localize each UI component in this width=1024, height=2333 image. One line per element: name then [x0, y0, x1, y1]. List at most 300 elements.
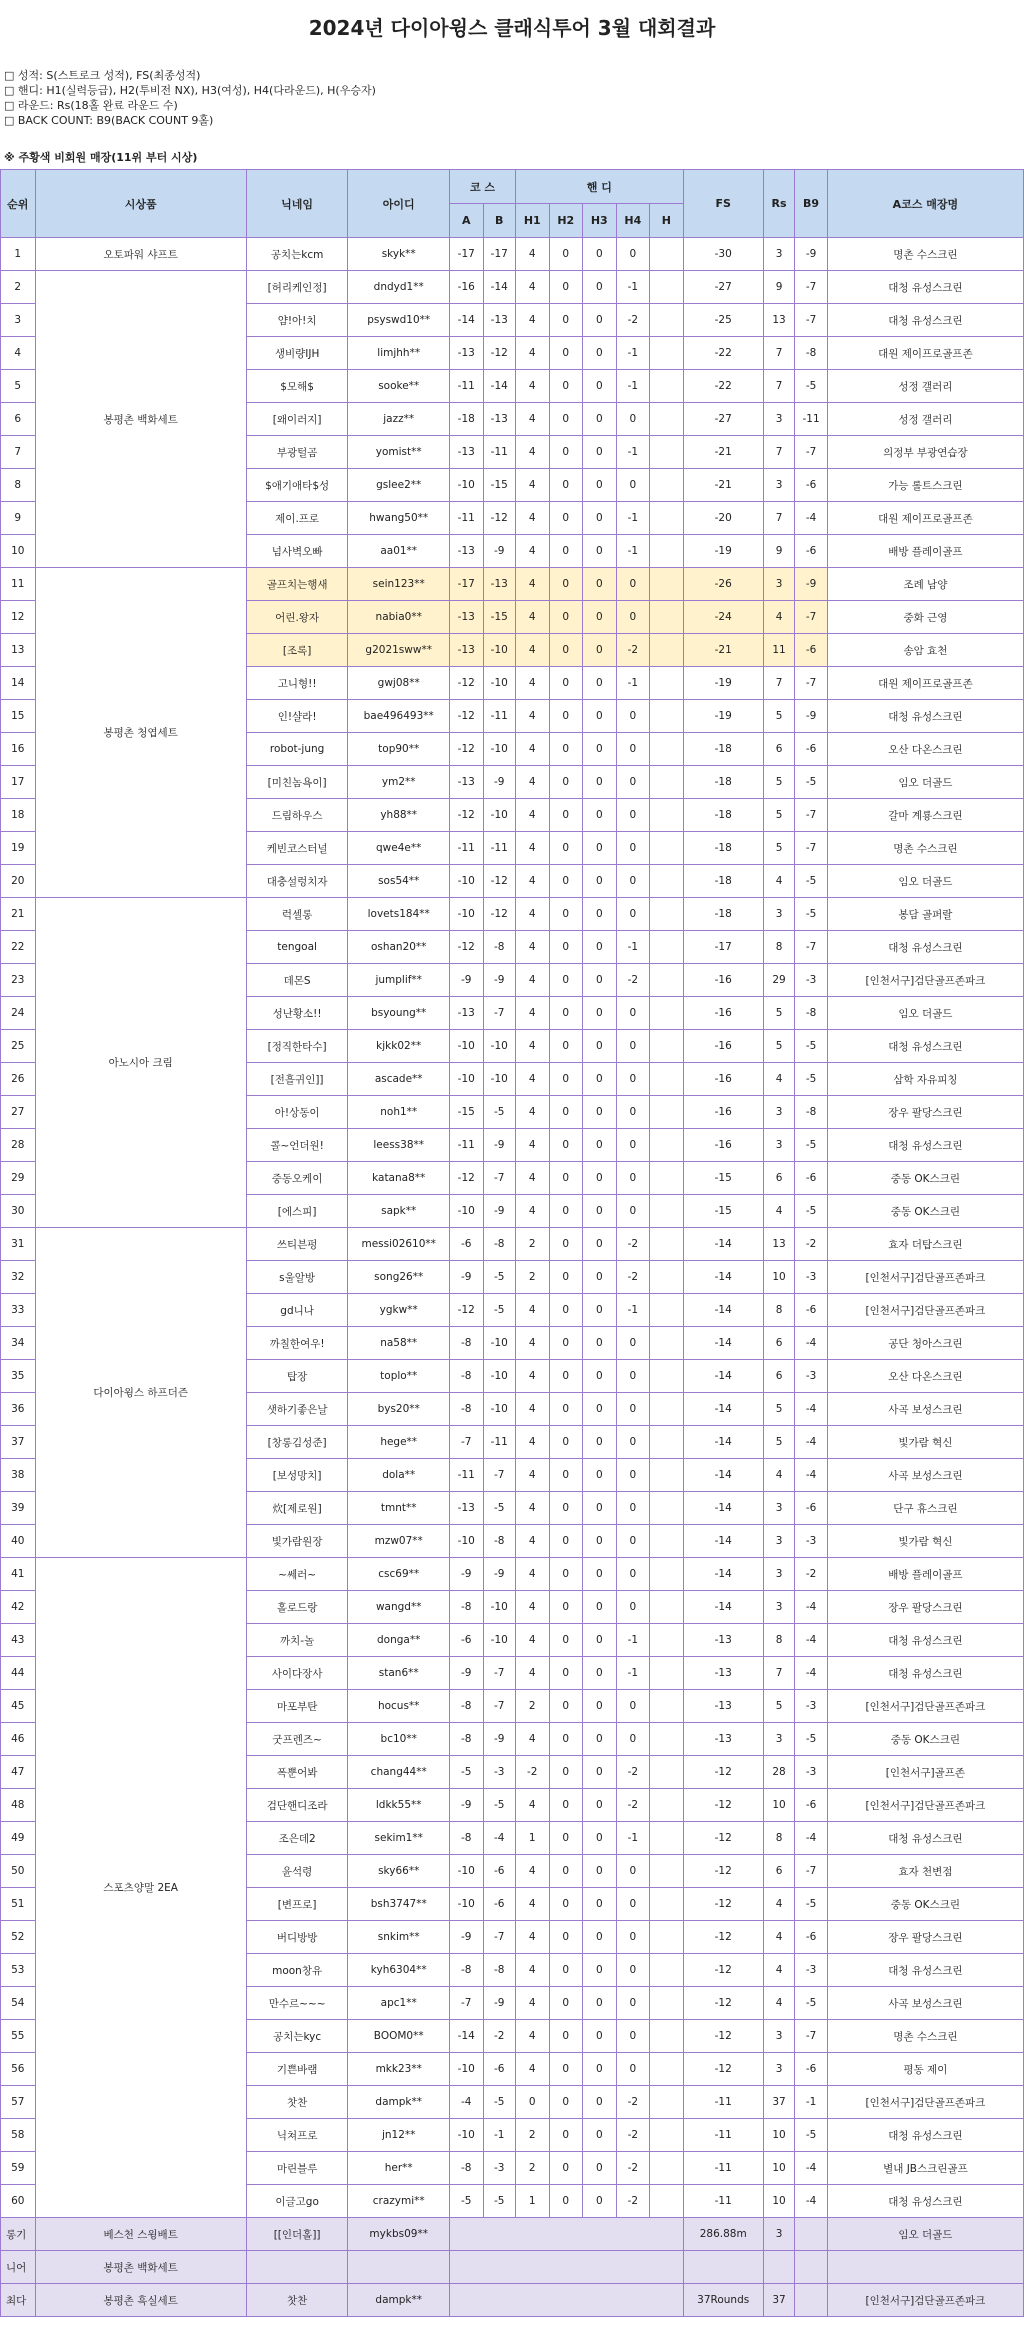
id-cell: dola**: [348, 1459, 450, 1492]
award-fs-cell: 286.88m: [683, 2218, 763, 2251]
nickname-cell: tengoal: [246, 931, 348, 964]
nickname-cell: 케빈코스터널: [246, 832, 348, 865]
h3-cell: 0: [583, 2119, 617, 2152]
rs-cell: 5: [763, 1030, 794, 1063]
store-cell: 대청 유성스크린: [827, 931, 1023, 964]
nickname-cell: 빛가람원장: [246, 1525, 348, 1558]
nickname-cell: 이글고go: [246, 2185, 348, 2218]
a-cell: -10: [449, 2119, 483, 2152]
award-store-cell: [827, 2251, 1023, 2284]
h3-cell: 0: [583, 1492, 617, 1525]
fs-cell: -18: [683, 799, 763, 832]
b9-cell: -5: [795, 1723, 828, 1756]
b9-cell: -6: [795, 2053, 828, 2086]
h-cell: [650, 469, 684, 502]
store-cell: 중화 근영: [827, 601, 1023, 634]
id-cell: bys20**: [348, 1393, 450, 1426]
h3-cell: 0: [583, 2053, 617, 2086]
h-cell: [650, 1096, 684, 1129]
h4-cell: 0: [616, 2020, 650, 2053]
h4-cell: -2: [616, 304, 650, 337]
b-cell: -12: [483, 898, 516, 931]
id-cell: g2021sww**: [348, 634, 450, 667]
a-cell: -6: [449, 1228, 483, 1261]
rank-cell: 26: [1, 1063, 36, 1096]
h2-cell: 0: [549, 1690, 583, 1723]
a-cell: -4: [449, 2086, 483, 2119]
award-fs-cell: [683, 2251, 763, 2284]
h3-cell: 0: [583, 667, 617, 700]
b9-cell: -4: [795, 1393, 828, 1426]
a-cell: -14: [449, 304, 483, 337]
store-cell: 성정 갤러리: [827, 370, 1023, 403]
rs-cell: 7: [763, 1657, 794, 1690]
h-cell: [650, 1987, 684, 2020]
h1-cell: 4: [516, 337, 550, 370]
b9-cell: -4: [795, 1426, 828, 1459]
h-cell: [650, 436, 684, 469]
b9-cell: -3: [795, 1954, 828, 1987]
b-cell: -5: [483, 1294, 516, 1327]
a-cell: -13: [449, 1492, 483, 1525]
b-cell: -10: [483, 799, 516, 832]
rank-cell: 11: [1, 568, 36, 601]
store-cell: [인천서구]골프존: [827, 1756, 1023, 1789]
b9-cell: -6: [795, 535, 828, 568]
fs-cell: -14: [683, 1327, 763, 1360]
page-title: 2024년 다이아윙스 클래식투어 3월 대회결과: [308, 16, 716, 40]
a-cell: -11: [449, 502, 483, 535]
rank-cell: 30: [1, 1195, 36, 1228]
a-cell: -9: [449, 1921, 483, 1954]
h2-cell: 0: [549, 1294, 583, 1327]
h2-cell: 0: [549, 1756, 583, 1789]
h-cell: [650, 1393, 684, 1426]
h2-cell: 0: [549, 2053, 583, 2086]
h1-cell: 4: [516, 766, 550, 799]
rank-cell: 9: [1, 502, 36, 535]
h-cell: [650, 832, 684, 865]
fs-cell: -18: [683, 832, 763, 865]
b9-cell: -4: [795, 1657, 828, 1690]
a-cell: -12: [449, 931, 483, 964]
h2-cell: 0: [549, 1261, 583, 1294]
h2-cell: 0: [549, 2185, 583, 2218]
h1-cell: 4: [516, 1657, 550, 1690]
rank-cell: 23: [1, 964, 36, 997]
b9-cell: -5: [795, 1195, 828, 1228]
nickname-cell: 버디방방: [246, 1921, 348, 1954]
h3-cell: 0: [583, 1426, 617, 1459]
nickname-cell: moon창유: [246, 1954, 348, 1987]
h4-cell: -2: [616, 2185, 650, 2218]
rs-cell: 10: [763, 1261, 794, 1294]
header-fs: FS: [683, 170, 763, 238]
h2-cell: 0: [549, 799, 583, 832]
h1-cell: 4: [516, 568, 550, 601]
award-nickname-cell: 찻찬: [246, 2284, 348, 2317]
b-cell: -10: [483, 1624, 516, 1657]
id-cell: sein123**: [348, 568, 450, 601]
nickname-cell: 쓰티븐펑: [246, 1228, 348, 1261]
a-cell: -12: [449, 1162, 483, 1195]
b-cell: -14: [483, 370, 516, 403]
h3-cell: 0: [583, 1294, 617, 1327]
b9-cell: -7: [795, 601, 828, 634]
award-fs-cell: 37Rounds: [683, 2284, 763, 2317]
a-cell: -14: [449, 2020, 483, 2053]
h1-cell: 2: [516, 2152, 550, 2185]
h3-cell: 0: [583, 1393, 617, 1426]
fs-cell: -12: [683, 2020, 763, 2053]
fs-cell: -12: [683, 1954, 763, 1987]
rs-cell: 3: [763, 1129, 794, 1162]
id-cell: aa01**: [348, 535, 450, 568]
b9-cell: -6: [795, 1921, 828, 1954]
h3-cell: 0: [583, 1360, 617, 1393]
rank-cell: 36: [1, 1393, 36, 1426]
rank-cell: 59: [1, 2152, 36, 2185]
h4-cell: 0: [616, 1723, 650, 1756]
h4-cell: 0: [616, 1096, 650, 1129]
h-cell: [650, 1888, 684, 1921]
id-cell: sooke**: [348, 370, 450, 403]
store-cell: 대청 유성스크린: [827, 271, 1023, 304]
nickname-cell: gd니나: [246, 1294, 348, 1327]
store-cell: 사곡 보성스크린: [827, 1393, 1023, 1426]
store-cell: 대청 유성스크린: [827, 700, 1023, 733]
award-empty-cell: [449, 2251, 683, 2284]
table-row: [1, 898, 1024, 931]
b9-cell: -3: [795, 1690, 828, 1723]
id-cell: top90**: [348, 733, 450, 766]
rs-cell: 3: [763, 1096, 794, 1129]
nickname-cell: 만수르~~~: [246, 1987, 348, 2020]
fs-cell: -12: [683, 1822, 763, 1855]
b-cell: -8: [483, 1954, 516, 1987]
b-cell: -7: [483, 1459, 516, 1492]
h1-cell: 4: [516, 832, 550, 865]
h1-cell: 4: [516, 1426, 550, 1459]
store-cell: 배방 플레이골프: [827, 1558, 1023, 1591]
b9-cell: -4: [795, 1822, 828, 1855]
store-cell: 배방 플레이골프: [827, 535, 1023, 568]
h2-cell: 0: [549, 2086, 583, 2119]
b-cell: -8: [483, 931, 516, 964]
store-cell: [인천서구]검단골프존파크: [827, 1294, 1023, 1327]
h3-cell: 0: [583, 304, 617, 337]
award-label-cell: 최다: [1, 2284, 36, 2317]
h3-cell: 0: [583, 634, 617, 667]
h-cell: [650, 370, 684, 403]
h4-cell: 0: [616, 1921, 650, 1954]
rs-cell: 4: [763, 1195, 794, 1228]
h4-cell: -2: [616, 1756, 650, 1789]
rank-cell: 5: [1, 370, 36, 403]
h-cell: [650, 1228, 684, 1261]
award-empty-cell: [795, 2284, 828, 2317]
store-cell: 중동 OK스크린: [827, 1888, 1023, 1921]
h1-cell: 4: [516, 1525, 550, 1558]
h-cell: [650, 898, 684, 931]
h4-cell: 0: [616, 1195, 650, 1228]
h4-cell: -1: [616, 271, 650, 304]
a-cell: -10: [449, 898, 483, 931]
b9-cell: -4: [795, 1327, 828, 1360]
rank-cell: 1: [1, 238, 36, 271]
h4-cell: -1: [616, 667, 650, 700]
h1-cell: 4: [516, 1987, 550, 2020]
h-cell: [650, 766, 684, 799]
a-cell: -13: [449, 634, 483, 667]
store-cell: [인천서구]검단골프존파크: [827, 964, 1023, 997]
rank-cell: 21: [1, 898, 36, 931]
a-cell: -12: [449, 733, 483, 766]
h3-cell: 0: [583, 1822, 617, 1855]
rank-cell: 20: [1, 865, 36, 898]
fs-cell: -27: [683, 403, 763, 436]
h1-cell: 4: [516, 898, 550, 931]
prize-cell: 봉평촌 청엽세트: [35, 568, 246, 898]
b9-cell: -9: [795, 700, 828, 733]
rank-cell: 48: [1, 1789, 36, 1822]
rs-cell: 11: [763, 634, 794, 667]
h2-cell: 0: [549, 1195, 583, 1228]
id-cell: messi02610**: [348, 1228, 450, 1261]
header-store: A코스 매장명: [827, 170, 1023, 238]
award-nickname-cell: [[인더홀]]: [246, 2218, 348, 2251]
store-cell: 별내 JB스크린골프: [827, 2152, 1023, 2185]
table-row: [1, 238, 1024, 271]
h-cell: [650, 1492, 684, 1525]
rs-cell: 6: [763, 1360, 794, 1393]
b9-cell: -7: [795, 832, 828, 865]
h3-cell: 0: [583, 766, 617, 799]
legend-score: □ 성적: S(스트로크 성적), FS(최종성적): [4, 69, 201, 82]
store-cell: 중동 OK스크린: [827, 1723, 1023, 1756]
rank-cell: 22: [1, 931, 36, 964]
h2-cell: 0: [549, 700, 583, 733]
a-cell: -11: [449, 1459, 483, 1492]
award-label-cell: 니어: [1, 2251, 36, 2284]
h4-cell: -1: [616, 436, 650, 469]
id-cell: na58**: [348, 1327, 450, 1360]
header-prize: 시상품: [35, 170, 246, 238]
h4-cell: 0: [616, 865, 650, 898]
rank-cell: 39: [1, 1492, 36, 1525]
fs-cell: -16: [683, 1063, 763, 1096]
a-cell: -10: [449, 1195, 483, 1228]
rank-cell: 25: [1, 1030, 36, 1063]
header-course: 코 스: [449, 170, 515, 204]
h2-cell: 0: [549, 1888, 583, 1921]
a-cell: -13: [449, 997, 483, 1030]
h2-cell: 0: [549, 271, 583, 304]
fs-cell: -17: [683, 931, 763, 964]
fs-cell: -27: [683, 271, 763, 304]
rs-cell: 3: [763, 1558, 794, 1591]
id-cell: skyk**: [348, 238, 450, 271]
fs-cell: -19: [683, 700, 763, 733]
h4-cell: -2: [616, 1228, 650, 1261]
h1-cell: 4: [516, 1459, 550, 1492]
a-cell: -16: [449, 271, 483, 304]
fs-cell: -11: [683, 2152, 763, 2185]
id-cell: kyh6304**: [348, 1954, 450, 1987]
h4-cell: 0: [616, 1525, 650, 1558]
b9-cell: -5: [795, 2119, 828, 2152]
h-cell: [650, 1723, 684, 1756]
store-cell: 장우 팔당스크린: [827, 1096, 1023, 1129]
store-cell: 오산 다온스크린: [827, 1360, 1023, 1393]
id-cell: hwang50**: [348, 502, 450, 535]
b-cell: -10: [483, 634, 516, 667]
id-cell: dampk**: [348, 2086, 450, 2119]
fs-cell: -16: [683, 1096, 763, 1129]
b9-cell: -7: [795, 436, 828, 469]
b-cell: -9: [483, 1723, 516, 1756]
fs-cell: -20: [683, 502, 763, 535]
h-cell: [650, 1360, 684, 1393]
rank-cell: 15: [1, 700, 36, 733]
rs-cell: 9: [763, 535, 794, 568]
h-cell: [650, 2119, 684, 2152]
h3-cell: 0: [583, 1129, 617, 1162]
h4-cell: 0: [616, 766, 650, 799]
fs-cell: -14: [683, 1426, 763, 1459]
h1-cell: 2: [516, 1261, 550, 1294]
h2-cell: 0: [549, 1129, 583, 1162]
a-cell: -17: [449, 568, 483, 601]
h3-cell: 0: [583, 1855, 617, 1888]
h3-cell: 0: [583, 1756, 617, 1789]
b-cell: -8: [483, 1525, 516, 1558]
h2-cell: 0: [549, 2020, 583, 2053]
h1-cell: 4: [516, 469, 550, 502]
id-cell: stan6**: [348, 1657, 450, 1690]
fs-cell: -19: [683, 667, 763, 700]
b-cell: -7: [483, 1162, 516, 1195]
table-row: [1, 1558, 1024, 1591]
id-cell: oshan20**: [348, 931, 450, 964]
fs-cell: -18: [683, 766, 763, 799]
a-cell: -13: [449, 766, 483, 799]
h-cell: [650, 238, 684, 271]
h4-cell: 0: [616, 1063, 650, 1096]
nickname-cell: 찻찬: [246, 2086, 348, 2119]
header-a: A: [449, 204, 483, 238]
fs-cell: -30: [683, 238, 763, 271]
h-cell: [650, 1921, 684, 1954]
fs-cell: -14: [683, 1294, 763, 1327]
h3-cell: 0: [583, 964, 617, 997]
rs-cell: 4: [763, 1987, 794, 2020]
rs-cell: 8: [763, 1294, 794, 1327]
h1-cell: 4: [516, 304, 550, 337]
h2-cell: 0: [549, 1723, 583, 1756]
legend-backcount: □ BACK COUNT: B9(BACK COUNT 9홀): [4, 114, 214, 127]
a-cell: -12: [449, 667, 483, 700]
h1-cell: 4: [516, 2053, 550, 2086]
rs-cell: 3: [763, 2020, 794, 2053]
store-cell: 대청 유성스크린: [827, 1030, 1023, 1063]
rank-cell: 52: [1, 1921, 36, 1954]
h3-cell: 0: [583, 1525, 617, 1558]
nickname-cell: $모해$: [246, 370, 348, 403]
h4-cell: 0: [616, 997, 650, 1030]
rank-cell: 34: [1, 1327, 36, 1360]
rank-cell: 32: [1, 1261, 36, 1294]
b-cell: -6: [483, 2053, 516, 2086]
store-cell: 대원 제이프로골프존: [827, 337, 1023, 370]
h3-cell: 0: [583, 1459, 617, 1492]
h4-cell: 0: [616, 832, 650, 865]
b-cell: -11: [483, 832, 516, 865]
nickname-cell: 얌!아!치: [246, 304, 348, 337]
header-h: H: [650, 204, 684, 238]
nickname-cell: 콜~언더원!: [246, 1129, 348, 1162]
nickname-cell: 넘사벽오빠: [246, 535, 348, 568]
h3-cell: 0: [583, 436, 617, 469]
h1-cell: 4: [516, 1855, 550, 1888]
b-cell: -10: [483, 1591, 516, 1624]
rs-cell: 5: [763, 1426, 794, 1459]
rs-cell: 5: [763, 1690, 794, 1723]
nickname-cell: 럭셀롱: [246, 898, 348, 931]
b9-cell: -9: [795, 238, 828, 271]
b9-cell: -5: [795, 1129, 828, 1162]
h-cell: [650, 1426, 684, 1459]
header-rank: 순위: [1, 170, 36, 238]
h-cell: [650, 1690, 684, 1723]
header-id: 아이디: [348, 170, 450, 238]
rs-cell: 3: [763, 1723, 794, 1756]
h3-cell: 0: [583, 1723, 617, 1756]
b9-cell: -4: [795, 1624, 828, 1657]
b-cell: -5: [483, 2185, 516, 2218]
h4-cell: -2: [616, 634, 650, 667]
h-cell: [650, 964, 684, 997]
b9-cell: -11: [795, 403, 828, 436]
h1-cell: 4: [516, 2020, 550, 2053]
award-rs-cell: [763, 2251, 794, 2284]
h-cell: [650, 1591, 684, 1624]
h-cell: [650, 1954, 684, 1987]
h2-cell: 0: [549, 634, 583, 667]
award-row: [1, 2218, 1024, 2251]
a-cell: -8: [449, 1822, 483, 1855]
nickname-cell: s울알방: [246, 1261, 348, 1294]
h4-cell: 0: [616, 568, 650, 601]
rs-cell: 3: [763, 1591, 794, 1624]
id-cell: gwj08**: [348, 667, 450, 700]
rank-cell: 47: [1, 1756, 36, 1789]
rank-cell: 16: [1, 733, 36, 766]
nickname-cell: [조록]: [246, 634, 348, 667]
h1-cell: 2: [516, 2119, 550, 2152]
h-cell: [650, 1030, 684, 1063]
rs-cell: 3: [763, 1525, 794, 1558]
id-cell: bsyoung**: [348, 997, 450, 1030]
a-cell: -12: [449, 700, 483, 733]
h2-cell: 0: [549, 469, 583, 502]
h2-cell: 0: [549, 238, 583, 271]
h-cell: [650, 931, 684, 964]
h2-cell: 0: [549, 370, 583, 403]
rs-cell: 10: [763, 2152, 794, 2185]
a-cell: -8: [449, 1723, 483, 1756]
h4-cell: -1: [616, 535, 650, 568]
